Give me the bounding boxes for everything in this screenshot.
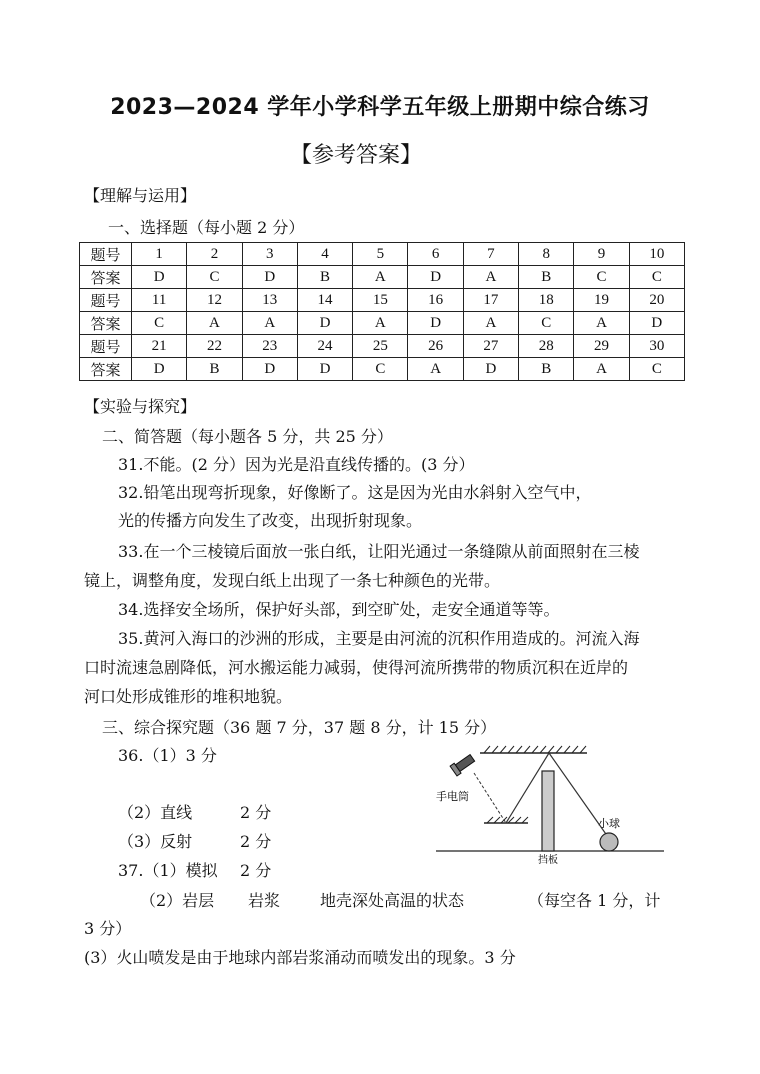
answer-cell: C — [629, 358, 684, 381]
answer-cell: B — [297, 266, 352, 289]
answer-32-line1: 32.铅笔出现弯折现象，好像断了。这是因为光由水斜射入空气中， — [118, 483, 592, 502]
answer-35-line1: 35.黄河入海口的沙洲的形成，主要是由河流的沉积作用造成的。河流入海 — [118, 629, 640, 648]
question-number-cell: 17 — [463, 289, 518, 312]
answer-cell: D — [242, 358, 297, 381]
answer-cell: C — [629, 266, 684, 289]
section-understanding-heading: 【理解与运用】 — [84, 186, 197, 205]
answer-35-line2: 口时流速急剧降低，河水搬运能力减弱，使得河流所携带的物质沉积在近岸的 — [84, 658, 629, 677]
question-number-cell: 21 — [132, 335, 187, 358]
short-answer-title: 二、简答题（每小题各 5 分，共 25 分） — [102, 427, 393, 446]
inquiry-title: 三、综合探究题（36 题 7 分，37 题 8 分，计 15 分） — [102, 718, 497, 737]
question-number-cell: 28 — [519, 335, 574, 358]
question-number-cell: 7 — [463, 243, 518, 266]
answer-35-line3: 河口处形成锥形的堆积地貌。 — [84, 687, 293, 706]
answer-cell: A — [463, 266, 518, 289]
question-number-cell: 18 — [519, 289, 574, 312]
answer-37-3: (3）火山喷发是由于地球内部岩浆涌动而喷发出的现象。3 分 — [84, 948, 516, 967]
answer-cell: D — [132, 358, 187, 381]
answer-33-line1: 33.在一个三棱镜后面放一张白纸，让阳光通过一条缝隙从前面照射在三棱 — [118, 542, 640, 561]
answer-cell: B — [187, 358, 242, 381]
answer-cell: C — [519, 312, 574, 335]
question-number-cell: 16 — [408, 289, 463, 312]
question-number-cell: 1 — [132, 243, 187, 266]
answer-cell: C — [132, 312, 187, 335]
question-number-cell: 8 — [519, 243, 574, 266]
answer-34: 34.选择安全场所，保护好头部，到空旷处，走安全通道等等。 — [118, 600, 560, 619]
section-experiment-heading: 【实验与探究】 — [84, 397, 197, 416]
question-number-cell: 2 — [187, 243, 242, 266]
answer-37-2-scoring-end: 3 分） — [84, 919, 132, 938]
ball-label: 小球 — [598, 817, 620, 830]
question-number-cell: 4 — [297, 243, 352, 266]
answer-32-line2: 光的传播方向发生了改变，出现折射现象。 — [118, 511, 423, 530]
light-ray-incident — [474, 773, 506, 823]
question-number-cell: 9 — [574, 243, 629, 266]
answer-cell: D — [132, 266, 187, 289]
answer-37-1-label: 37.（1）模拟 — [118, 861, 218, 880]
answer-36-3-score: 2 分 — [240, 832, 272, 851]
question-number-row — [80, 289, 685, 312]
answer-cell: D — [629, 312, 684, 335]
question-number-cell: 14 — [297, 289, 352, 312]
question-number-cell: 24 — [297, 335, 352, 358]
question-number-cell: 15 — [353, 289, 408, 312]
answer-cell: D — [297, 358, 352, 381]
answer-cell: C — [574, 266, 629, 289]
question-number-cell: 29 — [574, 335, 629, 358]
question-number-cell: 25 — [353, 335, 408, 358]
answer-33-line2: 镜上，调整角度，发现白纸上出现了一条七种颜色的光带。 — [84, 571, 501, 590]
answer-36-2-label: （2）直线 — [118, 803, 193, 822]
answer-cell: A — [574, 358, 629, 381]
answer-cell: A — [353, 266, 408, 289]
question-number-cell: 30 — [629, 335, 684, 358]
page-title: 2023—2024 学年小学科学五年级上册期中综合练习 — [110, 95, 650, 120]
question-number-row — [80, 335, 685, 358]
answer-key-heading: 【参考答案】 — [290, 143, 423, 168]
answer-row — [80, 266, 685, 289]
question-number-cell: 26 — [408, 335, 463, 358]
answer-cell: D — [242, 266, 297, 289]
ball — [600, 833, 618, 851]
question-number-cell: 20 — [629, 289, 684, 312]
answer-31: 31.不能。(2 分）因为光是沿直线传播的。(3 分） — [118, 455, 475, 474]
question-number-cell: 27 — [463, 335, 518, 358]
question-number-row — [80, 243, 685, 266]
answer-cell: A — [187, 312, 242, 335]
question-number-cell: 23 — [242, 335, 297, 358]
answer-cell: A — [574, 312, 629, 335]
answer-37-2-blank1: （2）岩层 — [140, 891, 215, 910]
answer-37-2-scoring: （每空各 1 分，计 — [528, 891, 661, 910]
answer-cell: D — [408, 266, 463, 289]
row-label: 题号 — [80, 243, 132, 266]
question-number-cell: 6 — [408, 243, 463, 266]
answer-cell: D — [463, 358, 518, 381]
answer-cell: D — [297, 312, 352, 335]
answer-cell: A — [463, 312, 518, 335]
answer-36-2-score: 2 分 — [240, 803, 272, 822]
answer-row — [80, 312, 685, 335]
question-number-cell: 22 — [187, 335, 242, 358]
answer-cell: B — [519, 358, 574, 381]
ceiling-hatching — [484, 746, 586, 753]
question-number-cell: 12 — [187, 289, 242, 312]
answer-cell: C — [353, 358, 408, 381]
answer-cell: C — [187, 266, 242, 289]
flashlight-label: 手电筒 — [436, 790, 469, 803]
row-label: 答案 — [80, 312, 132, 335]
answer-row — [80, 358, 685, 381]
row-label: 题号 — [80, 289, 132, 312]
answer-37-2-blank3: 地壳深处高温的状态 — [320, 891, 465, 910]
answer-cell: A — [353, 312, 408, 335]
question-number-cell: 10 — [629, 243, 684, 266]
answer-37-2-blank2: 岩浆 — [248, 891, 281, 910]
light-reflection-diagram — [432, 745, 672, 865]
answer-cell: B — [519, 266, 574, 289]
row-label: 答案 — [80, 358, 132, 381]
question-number-cell: 3 — [242, 243, 297, 266]
answer-cell: D — [408, 312, 463, 335]
question-number-cell: 5 — [353, 243, 408, 266]
question-number-cell: 13 — [242, 289, 297, 312]
answer-cell: A — [408, 358, 463, 381]
answer-37-1-score: 2 分 — [240, 861, 272, 880]
answer-36-1: 36.（1）3 分 — [118, 746, 217, 765]
answer-36-3-label: （3）反射 — [118, 832, 193, 851]
row-label: 题号 — [80, 335, 132, 358]
question-number-cell: 11 — [132, 289, 187, 312]
answer-cell: A — [242, 312, 297, 335]
answer-table — [79, 242, 685, 381]
flashlight-icon — [450, 753, 476, 776]
row-label: 答案 — [80, 266, 132, 289]
board-label: 挡板 — [538, 855, 558, 865]
question-number-cell: 19 — [574, 289, 629, 312]
board — [542, 771, 554, 851]
multiple-choice-title: 一、选择题（每小题 2 分） — [108, 218, 305, 237]
